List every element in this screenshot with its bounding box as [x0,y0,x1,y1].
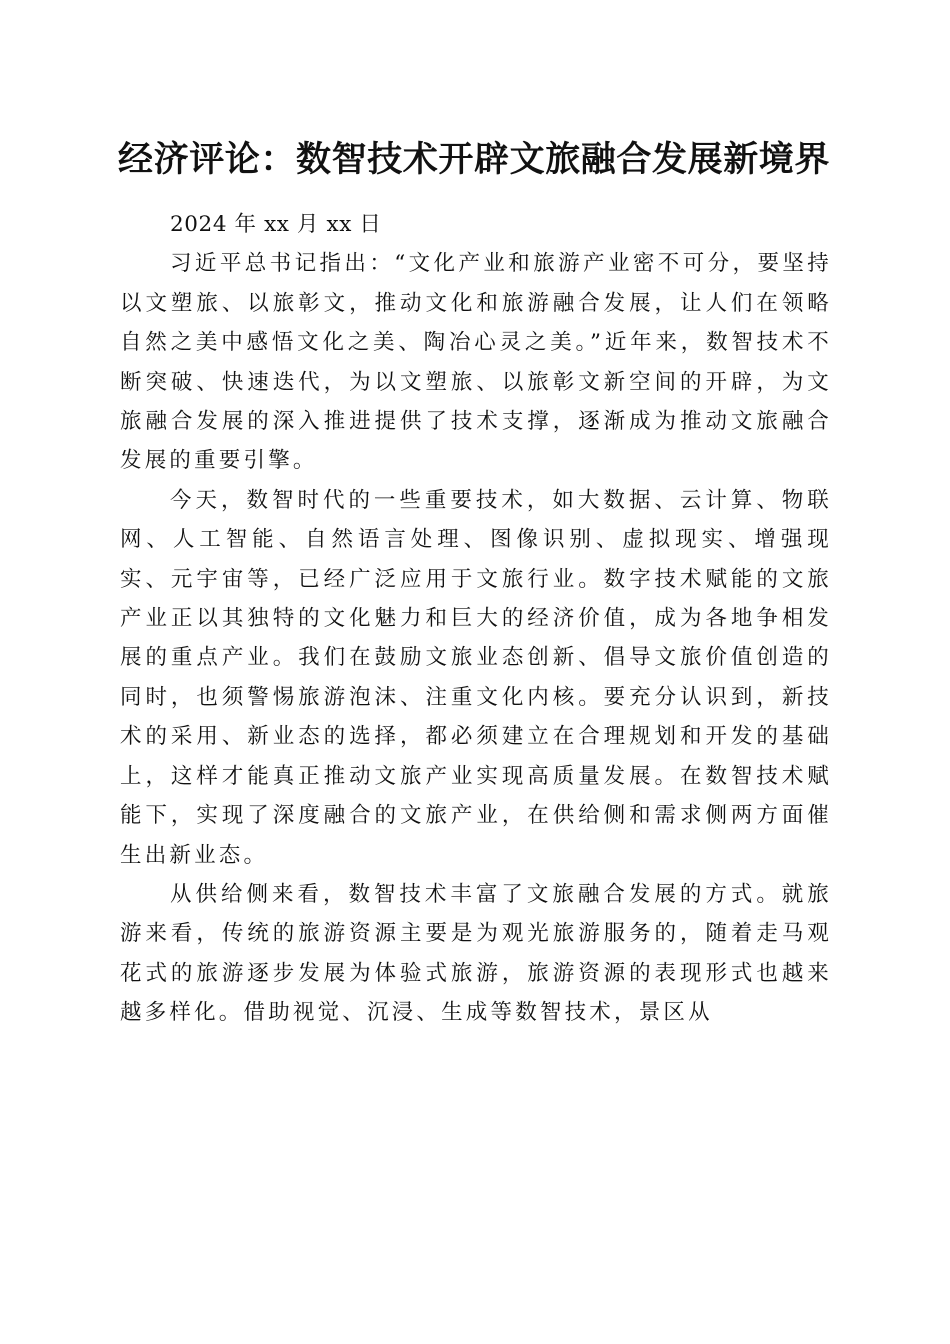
document-title: 经济评论：数智技术开辟文旅融合发展新境界 [118,139,831,180]
paragraph-3: 从供给侧来看，数智技术丰富了文旅融合发展的方式。就旅游来看，传统的旅游资源主要是为观光旅游服务的，随着走马观花式的旅游逐步发展为体验式旅游，旅游资源的表现形式也越来越多样化。借助视觉、沉浸、生成等数智技术，景区从 [120,881,832,1026]
paragraph-1: 习近平总书记指出：“文化产业和旅游产业密不可分，要坚持以文塑旅、以旅彰文，推动文化和旅游融合发展，让人们在领略自然之美中感悟文化之美、陶冶心灵之美。”近年来，数智技术不断突破、快速迭代，为以文塑旅、以旅彰文新空间的开辟，为文旅融合发展的深入推进提供了技术支撑，逐渐成为推动文旅融合发展的重要引擎。 [120,251,832,474]
paragraph-2: 今天，数智时代的一些重要技术，如大数据、云计算、物联网、人工智能、自然语言处理、图像识别、虚拟现实、增强现实、元宇宙等，已经广泛应用于文旅行业。数字技术赋能的文旅产业正以其独特的文化魅力和巨大的经济价值，成为各地争相发展的重点产业。我们在鼓励文旅业态创新、倡导文旅价值创造的同时，也须警惕旅游泡沫、注重文化内核。要充分认识到，新技术的采用、新业态的选择，都必须建立在合理规划和开发的基础上，这样才能真正推动文旅产业实现高质量发展。在数智技术赋能下，实现了深度融合的文旅产业，在供给侧和需求侧两方面催生出新业态。 [120,487,832,868]
document-date: 2024 年 xx 月 xx 日 [170,212,382,237]
document-body [120,205,832,1033]
